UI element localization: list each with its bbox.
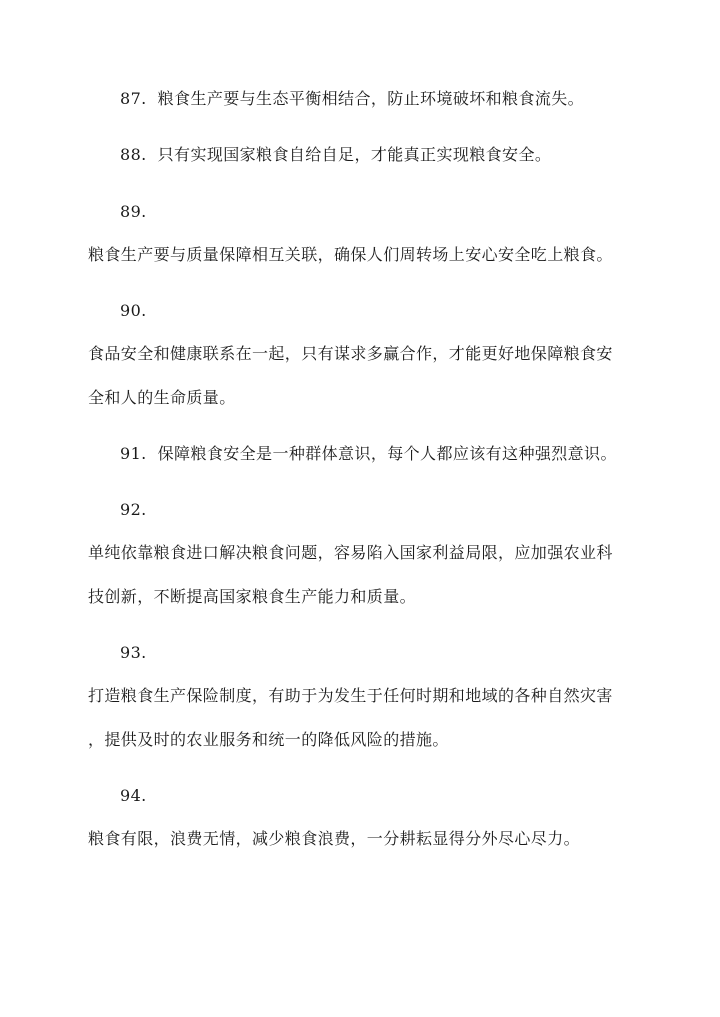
item-text-94-line-1: 粮食有限，浪费无情，减少粮食浪费，一分耕耘显得分外尽心尽力。	[88, 829, 581, 848]
item-text-90-line-2: 全和人的生命质量。	[88, 388, 236, 407]
item-number-94: 94.	[120, 786, 147, 805]
item-text-89-line-1: 粮食生产要与质量保障相互关联，确保人们周转场上安心安全吃上粮食。	[88, 245, 613, 264]
item-text: 粮食生产要与生态平衡相结合，防止环境破坏和粮食流失。	[157, 89, 585, 108]
list-item-87	[120, 89, 584, 109]
item-text-93-line-1: 打造粮食生产保险制度，有助于为发生于任何时期和地域的各种自然灾害	[88, 686, 613, 705]
list-item-91	[120, 444, 617, 464]
item-text-93-line-2: ，提供及时的农业服务和统一的降低风险的措施。	[88, 730, 449, 749]
item-number: 87.	[120, 89, 147, 108]
item-number-92: 92.	[120, 500, 147, 519]
item-number-90: 90.	[120, 301, 147, 320]
list-item-88	[120, 145, 551, 165]
item-text: 只有实现国家粮食自给自足，才能真正实现粮食安全。	[157, 145, 552, 164]
item-text-92-line-2: 技创新，不断提高国家粮食生产能力和质量。	[88, 587, 417, 606]
item-number: 88.	[120, 145, 147, 164]
item-number-93: 93.	[120, 643, 147, 662]
item-text-92-line-1: 单纯依靠粮食进口解决粮食问题，容易陷入国家利益局限，应加强农业科	[88, 543, 613, 562]
item-text-90-line-1: 食品安全和健康联系在一起，只有谋求多赢合作，才能更好地保障粮食安	[88, 344, 613, 363]
item-number-89: 89.	[120, 202, 147, 221]
item-text: 保障粮食安全是一种群体意识，每个人都应该有这种强烈意识。	[157, 444, 617, 463]
item-number: 91.	[120, 444, 147, 463]
